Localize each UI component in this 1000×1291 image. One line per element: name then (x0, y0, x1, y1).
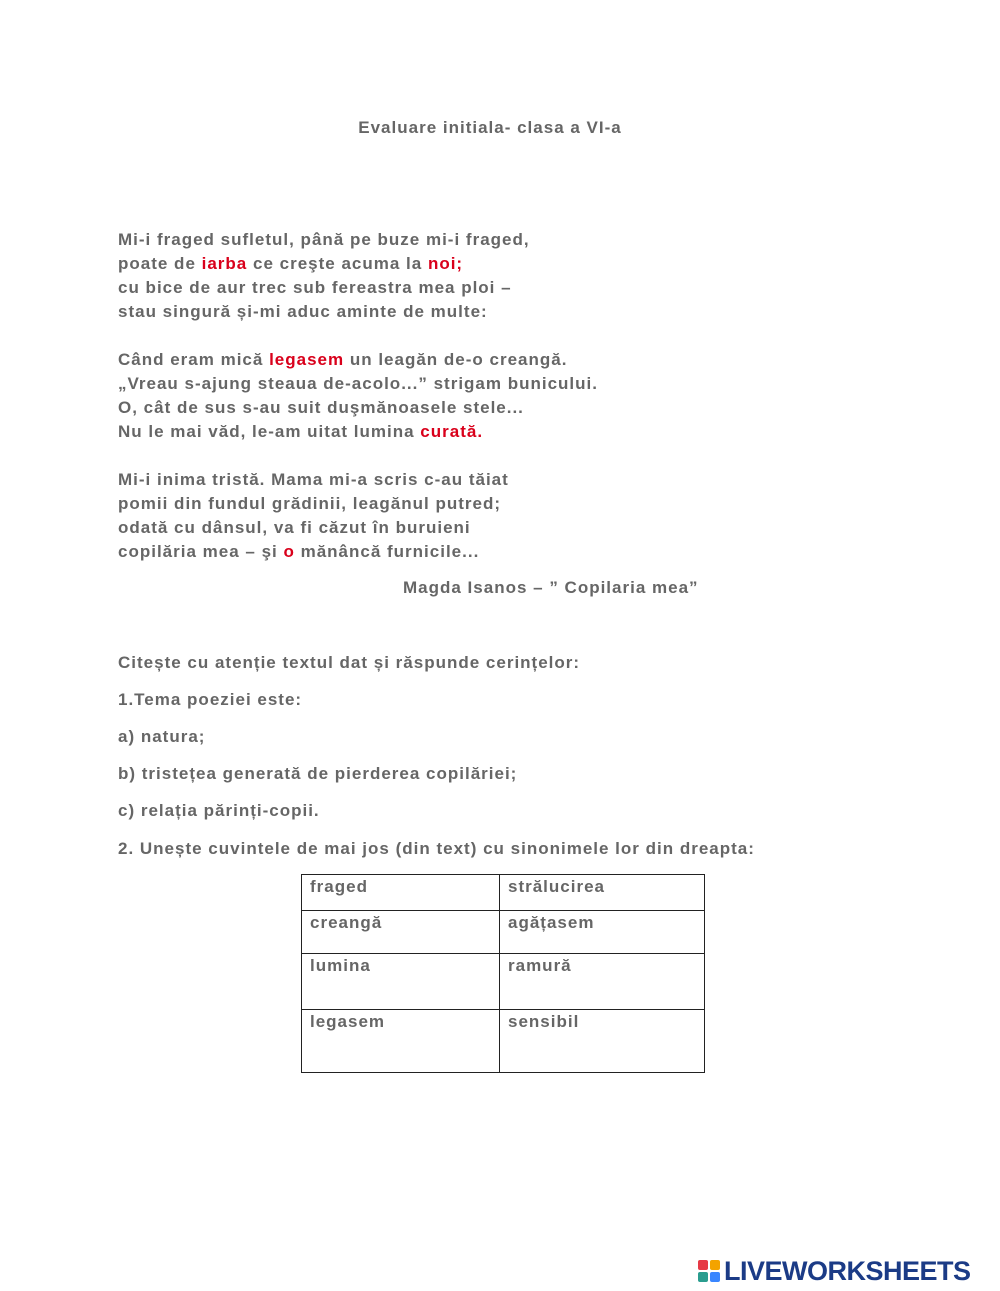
question-1: 1.Tema poeziei este: (118, 690, 303, 709)
word-cell: creangă (302, 911, 500, 954)
logo-square (698, 1260, 708, 1270)
synonym-cell: strălucirea (500, 875, 705, 911)
word-cell: lumina (302, 954, 500, 1010)
liveworksheets-logo (698, 1256, 971, 1286)
poem-line (118, 540, 509, 564)
poem-line (118, 348, 598, 372)
synonym-cell: ramură (500, 954, 705, 1010)
poem-line: pomii din fundul grădinii, leagănul putred; (118, 494, 501, 513)
poem-text: copilăria mea – şi (118, 542, 284, 561)
poem-author: Magda Isanos – ” Copilaria mea” (403, 578, 699, 597)
poem-line: Mi-i inima tristă. Mama mi-a scris c-au tăiat (118, 470, 509, 489)
option-b: b) tristețea generată de pierderea copilăriei; (118, 764, 518, 783)
page-title: Evaluare initiala- clasa a VI-a (358, 118, 622, 137)
instruction-text: Citește cu atenție textul dat și răspunde cerințelor: (118, 653, 581, 672)
logo-square (698, 1272, 708, 1282)
logo-text: LIVEWORKSHEETS (724, 1255, 971, 1286)
poem-stanza-1 (118, 228, 530, 324)
poem-text: poate de (118, 254, 202, 273)
poem-line: cu bice de aur trec sub fereastra mea ploi – (118, 278, 512, 297)
table-row (302, 1010, 705, 1073)
word-cell: fraged (302, 875, 500, 911)
option-c: c) relația părinți-copii. (118, 801, 320, 820)
poem-stanza-3 (118, 468, 509, 564)
option-a: a) natura; (118, 727, 206, 746)
highlight-word-curata: curată. (420, 422, 484, 441)
table-row (302, 954, 705, 1010)
synonym-table (301, 874, 705, 1073)
question-2: 2. Unește cuvintele de mai jos (din text) cu sinonimele lor din dreapta: (118, 839, 755, 858)
table-row (302, 875, 705, 911)
table-row (302, 911, 705, 954)
poem-line: Mi-i fraged sufletul, până pe buze mi-i fraged, (118, 230, 530, 249)
poem-text: mănâncă furnicile... (294, 542, 480, 561)
logo-square (710, 1260, 720, 1270)
synonym-cell: agățasem (500, 911, 705, 954)
logo-mark-icon (698, 1260, 720, 1282)
highlight-word-noi: noi; (427, 254, 464, 273)
poem-stanza-2 (118, 348, 598, 444)
highlight-word-o: o (283, 542, 295, 561)
poem-line: odată cu dânsul, va fi căzut în buruieni (118, 518, 471, 537)
poem-line: stau singură și-mi aduc aminte de multe: (118, 302, 488, 321)
poem-line: „Vreau s-ajung steaua de-acolo...” strigam bunicului. (118, 374, 598, 393)
poem-line (118, 420, 598, 444)
poem-line: O, cât de sus s-au suit duşmănoasele stele... (118, 398, 524, 417)
word-cell: legasem (302, 1010, 500, 1073)
highlight-word-legasem: legasem (269, 350, 345, 369)
logo-square (710, 1272, 720, 1282)
poem-text: ce creşte acuma la (247, 254, 428, 273)
synonym-cell: sensibil (500, 1010, 705, 1073)
poem-line (118, 252, 530, 276)
poem-text: Când eram mică (118, 350, 270, 369)
highlight-word-iarba: iarba (201, 254, 248, 273)
poem-text: un leagăn de-o creangă. (344, 350, 568, 369)
poem-text: Nu le mai văd, le-am uitat lumina (118, 422, 421, 441)
